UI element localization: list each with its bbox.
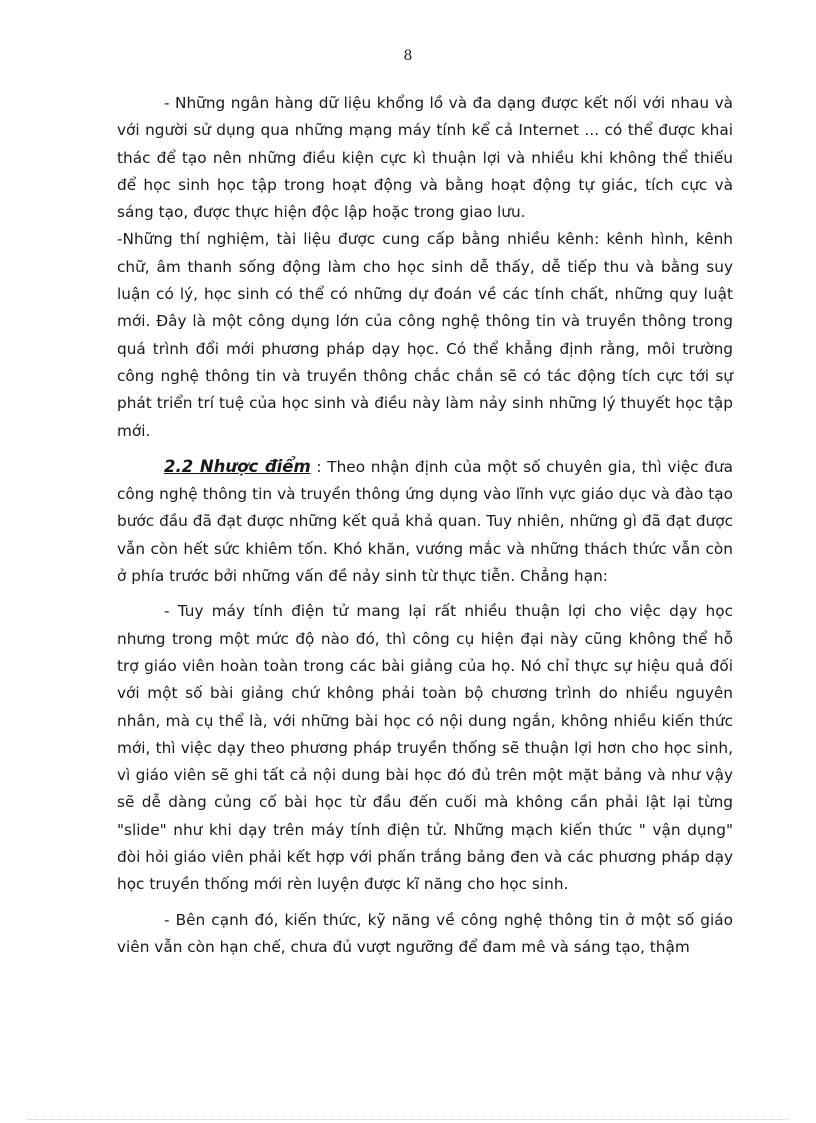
section-heading: 2.2 Nhược điểm xyxy=(164,456,311,476)
paragraph-teacher-skills: - Bên cạnh đó, kiến thức, kỹ năng về công nghệ thông tin ở một số giáo viên vẫn còn hạn chế, chưa đủ vượt ngưỡng để đam mê và sáng tạo, thậm xyxy=(117,910,733,956)
paragraph-disadvantages xyxy=(117,453,733,590)
page-number: 8 xyxy=(403,48,413,64)
document-body xyxy=(117,90,733,961)
page-bottom-rule xyxy=(28,1119,788,1120)
paragraph-experiments: -Những thí nghiệm, tài liệu được cung cấp bằng nhiều kênh: kênh hình, kênh chữ, âm thanh sống động làm cho học sinh dễ thấy, dễ tiếp thu và bằng suy luận có lý, học sinh có thể có những dự đoán về các tính chất, những quy luật mới. Đây là một công dụng lớn của công nghệ thông tin và truyền thông trong quá trình đổi mới phương pháp dạy học. Có thể khẳng định rằng, môi trường công nghệ thông tin và truyền thông chắc chắn sẽ có tác động tích cực tới sự phát triển trí tuệ của học sinh và điều này làm nảy sinh những lý thuyết học tập mới. xyxy=(117,230,733,440)
paragraph-data-banks: - Những ngân hàng dữ liệu khổng lồ và đa dạng được kết nối với nhau và với người sử dụng qua những mạng máy tính kể cả Internet ... có thể được khai thác để tạo nên những điều kiện cực kì thuận lợi và nhiều khi không thể thiếu để học sinh học tập trong hoạt động và bằng hoạt động tự giác, tích cực và sáng tạo, được thực hiện độc lập hoặc trong giao lưu. xyxy=(117,94,733,222)
paragraph-text: : Theo nhận định của một số chuyên gia, thì việc đưa công nghệ thông tin và truyền thông ứng dụng vào lĩnh vực giáo dục và đào tạo bước đầu đã đạt được những kết quả khả quan. Tuy nhiên, những gì đã đạt được vẫn còn hết sức khiêm tốn. Khó khăn, vướng mắc và những thách thức vẫn còn ở phía trước bởi những vấn đề nảy sinh từ thực tiễn. Chẳng hạn: xyxy=(117,457,733,586)
paragraph-computer-limits: - Tuy máy tính điện tử mang lại rất nhiều thuận lợi cho việc dạy học nhưng trong một mức độ nào đó, thì công cụ hiện đại này cũng không thể hỗ trợ giáo viên hoàn toàn trong các bài giảng của họ. Nó chỉ thực sự hiệu quả đối với một số bài giảng chứ không phải toàn bộ chương trình do nhiều nguyên nhân, mà cụ thể là, với những bài học có nội dung ngắn, không nhiều kiến thức mới, thì việc dạy theo phương pháp truyền thống sẽ thuận lợi hơn cho học sinh, vì giáo viên sẽ ghi tất cả nội dung bài học đó đủ trên một mặt bảng và như vậy sẽ dễ dàng củng cố bài học từ đầu đến cuối mà không cần phải lật lại từng "slide" như khi dạy trên máy tính điện tử. Những mạch kiến thức " vận dụng" đòi hỏi giáo viên phải kết hợp với phấn trắng bảng đen và các phương pháp dạy học truyền thống mới rèn luyện được kĩ năng cho học sinh. xyxy=(117,602,733,894)
